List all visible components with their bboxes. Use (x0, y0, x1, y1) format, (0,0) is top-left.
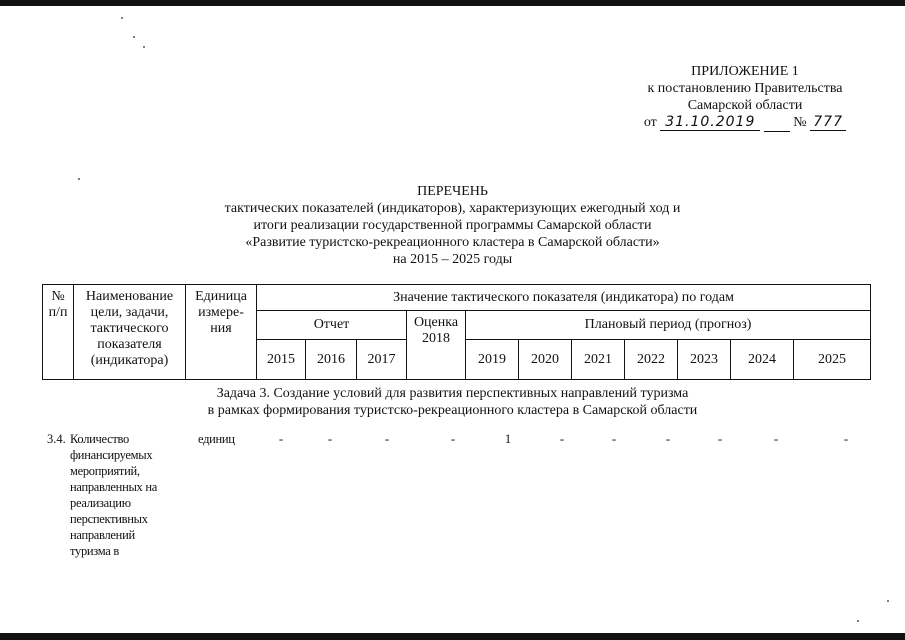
bottom-border (0, 633, 905, 640)
appendix-block (630, 63, 860, 132)
row-value-2024: - (773, 431, 779, 446)
year-2016: 2016 (306, 340, 357, 380)
date-value: 31.10.2019 (660, 115, 760, 131)
row-value-2020: - (559, 431, 565, 446)
row-value-2021: - (611, 431, 617, 446)
scan-speck (887, 600, 889, 602)
row-value-2015: - (278, 431, 284, 446)
title-line1: ПЕРЕЧЕНЬ (417, 184, 488, 199)
task-line2: в рамках формирования туристско-рекреационного кластера в Самарской области (207, 403, 698, 418)
header-number: № п/п (43, 285, 74, 380)
header-values-title: Значение тактического показателя (индикатора) по годам (257, 285, 871, 311)
document-title (150, 183, 755, 268)
year-2024: 2024 (731, 340, 794, 380)
year-2025: 2025 (794, 340, 871, 380)
year-2023: 2023 (678, 340, 731, 380)
year-2021: 2021 (572, 340, 625, 380)
year-2019: 2019 (466, 340, 519, 380)
indicators-table-header (42, 284, 871, 380)
title-line2: тактических показателей (индикаторов), характеризующих ежегодный ход и (224, 201, 681, 216)
appendix-line2: Самарской области (687, 98, 803, 113)
top-border (0, 0, 905, 6)
scan-speck (857, 620, 859, 622)
year-2017: 2017 (357, 340, 407, 380)
header-name: Наименование цели, задачи, тактического показателя (индикатора) (74, 285, 186, 380)
appendix-date-row (630, 114, 860, 132)
appendix-title: ПРИЛОЖЕНИЕ 1 (691, 64, 799, 79)
row-number: 3.4. (47, 432, 66, 446)
row-value-2016: - (327, 431, 333, 446)
year-2020: 2020 (519, 340, 572, 380)
date-prefix: от (643, 115, 657, 130)
row-value-2019: 1 (504, 431, 512, 446)
row-name: Количество финансируемых мероприятий, направленных на реализацию перспективных направлений туризма в (70, 432, 157, 558)
year-2022: 2022 (625, 340, 678, 380)
header-estimate: Оценка 2018 (407, 311, 466, 380)
row-value-2018: - (450, 431, 456, 446)
row-value-2022: - (665, 431, 671, 446)
header-plan: Плановый период (прогноз) (466, 311, 871, 340)
scan-speck (121, 17, 123, 19)
row-value-2017: - (384, 431, 390, 446)
year-2015: 2015 (257, 340, 306, 380)
appendix-line1: к постановлению Правительства (647, 81, 843, 96)
header-unit: Единица измере- ния (186, 285, 257, 380)
number-prefix: № (793, 115, 807, 130)
task-heading (150, 385, 755, 419)
number-value: 777 (810, 115, 846, 131)
row-unit: единиц (198, 432, 235, 446)
scan-speck (78, 178, 80, 180)
scan-speck (133, 36, 135, 38)
row-value-2025: - (843, 431, 849, 446)
scan-speck (143, 46, 145, 48)
row-value-2023: - (717, 431, 723, 446)
date-underline (764, 114, 790, 132)
header-report: Отчет (257, 311, 407, 340)
title-line3: итоги реализации государственной программы Самарской области (253, 218, 652, 233)
title-line5: на 2015 – 2025 годы (392, 252, 513, 267)
task-line1: Задача 3. Создание условий для развития перспективных направлений туризма (216, 386, 689, 401)
title-line4: «Развитие туристско-рекреационного кластера в Самарской области» (245, 235, 660, 250)
